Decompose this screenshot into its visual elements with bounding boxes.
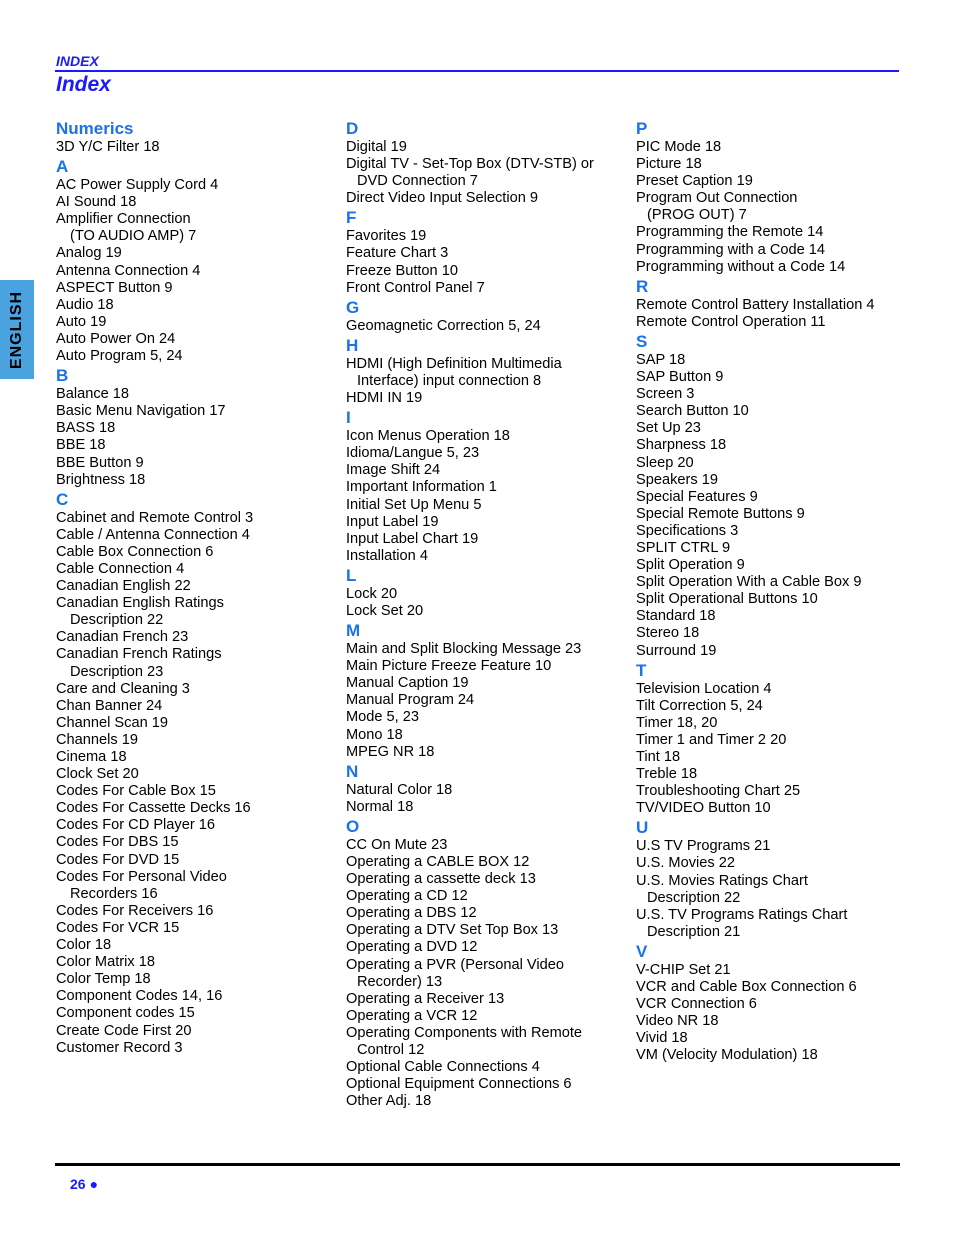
- index-entry: Remote Control Battery Installation 4: [636, 296, 875, 313]
- running-head: INDEX: [56, 53, 99, 69]
- section-heading: F: [346, 208, 357, 228]
- index-entry: Mono 18: [346, 726, 403, 743]
- index-entry: Input Label Chart 19: [346, 530, 479, 547]
- index-column-3: [636, 118, 906, 1065]
- index-entry: Customer Record 3: [56, 1039, 183, 1056]
- index-entry: VCR Connection 6: [636, 996, 757, 1013]
- index-entry: Care and Cleaning 3: [56, 680, 190, 697]
- index-entry: Optional Cable Connections 4: [346, 1059, 540, 1076]
- index-entry: Installation 4: [346, 547, 428, 564]
- index-entry: Codes For DVD 15: [56, 851, 180, 868]
- index-entry: U.S. TV Programs Ratings Chart: [636, 906, 848, 923]
- index-entry: Programming the Remote 14: [636, 224, 824, 241]
- index-entry-continuation: Control 12: [357, 1042, 425, 1059]
- language-tab: [0, 280, 34, 379]
- index-entry: Digital TV - Set-Top Box (DTV-STB) or: [346, 156, 594, 173]
- top-rule: [55, 70, 899, 72]
- index-entry: Optional Equipment Connections 6: [346, 1076, 572, 1093]
- index-entry: ASPECT Button 9: [56, 279, 173, 296]
- index-entry-continuation: Recorders 16: [70, 885, 158, 902]
- index-entry: HDMI IN 19: [346, 390, 423, 407]
- index-entry: Balance 18: [56, 386, 130, 403]
- index-entry: SPLIT CTRL 9: [636, 539, 731, 556]
- index-entry: Main Picture Freeze Feature 10: [346, 658, 552, 675]
- index-entry: Auto Power On 24: [56, 330, 176, 347]
- section-heading: N: [346, 761, 359, 781]
- index-entry: Preset Caption 19: [636, 173, 753, 190]
- index-entry: Cable Connection 4: [56, 560, 185, 577]
- index-entry: Icon Menus Operation 18: [346, 428, 510, 445]
- index-entry: U.S. Movies 22: [636, 855, 735, 872]
- index-entry: Initial Set Up Menu 5: [346, 496, 482, 513]
- index-entry-continuation: Description 22: [70, 612, 164, 629]
- index-entry: Surround 19: [636, 642, 717, 659]
- index-entry-continuation: Description 23: [70, 663, 164, 680]
- index-entry: Codes For Receivers 16: [56, 902, 214, 919]
- index-entry: Operating a DBS 12: [346, 905, 477, 922]
- index-entry: Operating a PVR (Personal Video: [346, 956, 564, 973]
- index-entry: Operating a VCR 12: [346, 1007, 478, 1024]
- index-entry: Operating a Receiver 13: [346, 990, 505, 1007]
- index-entry: Special Remote Buttons 9: [636, 505, 805, 522]
- index-entry: Create Code First 20: [56, 1022, 192, 1039]
- page-number: 26: [70, 1176, 86, 1192]
- index-entry: Auto Program 5, 24: [56, 348, 183, 365]
- index-entry: Color Temp 18: [56, 971, 151, 988]
- index-entry: Search Button 10: [636, 403, 749, 420]
- section-heading: B: [56, 366, 69, 386]
- index-entry: VCR and Cable Box Connection 6: [636, 979, 857, 996]
- section-heading: G: [346, 297, 360, 317]
- section-heading: O: [346, 816, 360, 836]
- index-entry: Cable / Antenna Connection 4: [56, 526, 250, 543]
- bottom-rule: [55, 1163, 900, 1166]
- index-entry: HDMI (High Definition Multimedia: [346, 355, 562, 372]
- index-entry: Codes For VCR 15: [56, 919, 180, 936]
- index-entry: Analog 19: [56, 245, 122, 262]
- section-heading: D: [346, 119, 359, 138]
- index-entry: Picture 18: [636, 156, 702, 173]
- index-entry: Troubleshooting Chart 25: [636, 783, 801, 800]
- index-entry: Split Operation 9: [636, 557, 745, 574]
- index-entry: Manual Caption 19: [346, 675, 469, 692]
- section-heading: H: [346, 335, 359, 355]
- index-entry: AC Power Supply Cord 4: [56, 177, 219, 194]
- index-entry: Sharpness 18: [636, 437, 727, 454]
- index-entry: Image Shift 24: [346, 462, 441, 479]
- index-entry: U.S. Movies Ratings Chart: [636, 872, 808, 889]
- index-entry: SAP Button 9: [636, 369, 724, 386]
- index-entry: Idioma/Langue 5, 23: [346, 445, 480, 462]
- index-entry: Color Matrix 18: [56, 954, 155, 971]
- bullet-icon: ●: [89, 1176, 99, 1192]
- index-entry: Vivid 18: [636, 1030, 688, 1047]
- section-heading: I: [346, 408, 351, 428]
- index-entry: PIC Mode 18: [636, 139, 722, 155]
- index-entry: Sleep 20: [636, 454, 694, 471]
- section-heading: R: [636, 276, 649, 296]
- index-entry: Codes For Personal Video: [56, 868, 227, 885]
- index-entry: Antenna Connection 4: [56, 262, 201, 279]
- index-entry: Component codes 15: [56, 1005, 195, 1022]
- index-entry: Codes For Cable Box 15: [56, 783, 216, 800]
- section-heading: M: [346, 621, 361, 641]
- index-entry: Other Adj. 18: [346, 1093, 432, 1110]
- index-entry: Canadian French 23: [56, 629, 189, 646]
- index-entry: Operating Components with Remote: [346, 1024, 583, 1041]
- index-entry: Screen 3: [636, 386, 695, 403]
- index-entry: Freeze Button 10: [346, 262, 458, 279]
- index-entry: Programming with a Code 14: [636, 241, 825, 258]
- index-entry: Split Operational Buttons 10: [636, 591, 818, 608]
- index-entry: V-CHIP Set 21: [636, 961, 731, 978]
- footer: [70, 1176, 98, 1192]
- index-entry-continuation: Description 21: [647, 923, 741, 940]
- index-entry-continuation: Recorder) 13: [357, 973, 443, 990]
- index-entry: Television Location 4: [636, 680, 772, 697]
- index-entry: Specifications 3: [636, 522, 739, 539]
- index-entry: Canadian English Ratings: [56, 595, 224, 612]
- section-heading: C: [56, 489, 69, 509]
- section-heading: U: [636, 818, 649, 838]
- index-entry: MPEG NR 18: [346, 743, 435, 760]
- index-entry: Operating a DTV Set Top Box 13: [346, 922, 559, 939]
- index-entry: Input Label 19: [346, 513, 439, 530]
- index-entry: TV/VIDEO Button 10: [636, 800, 771, 817]
- index-entry: Operating a CD 12: [346, 888, 468, 905]
- index-entry: Tint 18: [636, 749, 681, 765]
- index-entry: Operating a cassette deck 13: [346, 871, 536, 888]
- index-entry: Program Out Connection: [636, 190, 798, 207]
- section-heading: P: [636, 119, 648, 138]
- index-entry: Auto 19: [56, 313, 107, 330]
- index-entry: VM (Velocity Modulation) 18: [636, 1047, 818, 1064]
- index-entry: Brightness 18: [56, 471, 146, 488]
- index-entry: Direct Video Input Selection 9: [346, 190, 538, 207]
- index-entry: Feature Chart 3: [346, 245, 449, 262]
- index-entry: Set Up 23: [636, 420, 701, 437]
- index-entry: Tilt Correction 5, 24: [636, 697, 763, 714]
- index-entry: Video NR 18: [636, 1013, 719, 1030]
- index-entry: 3D Y/C Filter 18: [56, 139, 160, 155]
- index-entry: Stereo 18: [636, 625, 700, 642]
- index-entry: Component Codes 14, 16: [56, 988, 223, 1005]
- index-entry: Mode 5, 23: [346, 709, 420, 726]
- index-entry: Operating a DVD 12: [346, 939, 478, 956]
- index-entry: Standard 18: [636, 608, 716, 625]
- index-entry: Special Features 9: [636, 488, 758, 505]
- index-entry: Digital 19: [346, 139, 407, 155]
- index-entry-continuation: DVD Connection 7: [357, 173, 478, 190]
- index-entry: BASS 18: [56, 420, 116, 437]
- section-heading: A: [56, 157, 69, 177]
- index-entry: BBE Button 9: [56, 454, 144, 471]
- index-entry: Basic Menu Navigation 17: [56, 403, 226, 420]
- language-tab-label: ENGLISH: [8, 290, 25, 369]
- index-entry: Amplifier Connection: [56, 211, 191, 228]
- index-entry: Main and Split Blocking Message 23: [346, 641, 582, 658]
- section-heading: T: [636, 660, 647, 680]
- index-entry: Audio 18: [56, 296, 114, 313]
- index-entry: Remote Control Operation 11: [636, 313, 826, 330]
- index-entry-continuation: (TO AUDIO AMP) 7: [70, 228, 197, 245]
- index-entry: Manual Program 24: [346, 692, 475, 709]
- index-entry: BBE 18: [56, 437, 106, 454]
- index-entry: Cable Box Connection 6: [56, 543, 214, 560]
- index-entry: Important Information 1: [346, 479, 497, 496]
- index-entry: Lock Set 20: [346, 602, 424, 619]
- index-entry: Timer 1 and Timer 2 20: [636, 731, 787, 748]
- index-entry: Codes For DBS 15: [56, 834, 179, 851]
- index-entry: Canadian English 22: [56, 578, 191, 595]
- index-entry-continuation: Interface) input connection 8: [357, 372, 542, 389]
- index-entry: Chan Banner 24: [56, 697, 163, 714]
- index-entry: AI Sound 18: [56, 194, 137, 211]
- index-entry: Cabinet and Remote Control 3: [56, 509, 254, 526]
- index-entry: SAP 18: [636, 351, 686, 368]
- index-entry: Front Control Panel 7: [346, 279, 485, 296]
- index-entry: Color 18: [56, 937, 112, 954]
- index-entry: Lock 20: [346, 585, 398, 602]
- section-heading: S: [636, 331, 648, 351]
- index-entry: Treble 18: [636, 766, 698, 783]
- page-title: Index: [56, 73, 111, 96]
- index-entry: CC On Mute 23: [346, 836, 448, 853]
- index-entry: Programming without a Code 14: [636, 258, 846, 275]
- index-entry: Speakers 19: [636, 471, 718, 488]
- section-heading: Numerics: [56, 119, 134, 138]
- index-entry: Geomagnetic Correction 5, 24: [346, 317, 541, 334]
- index-entry: U.S TV Programs 21: [636, 838, 771, 855]
- index-column-2: [346, 118, 616, 1110]
- index-column-1: [56, 118, 326, 1057]
- index-entry: Cinema 18: [56, 749, 127, 765]
- index-entry: Codes For CD Player 16: [56, 817, 215, 834]
- index-entry: Channel Scan 19: [56, 714, 168, 731]
- index-entry: Normal 18: [346, 798, 414, 815]
- section-heading: L: [346, 565, 357, 585]
- index-entry: Timer 18, 20: [636, 714, 718, 731]
- index-entry: Favorites 19: [346, 228, 427, 245]
- index-entry: Canadian French Ratings: [56, 646, 222, 663]
- index-entry-continuation: (PROG OUT) 7: [647, 207, 747, 224]
- index-entry: Split Operation With a Cable Box 9: [636, 574, 862, 591]
- index-entry-continuation: Description 22: [647, 889, 741, 906]
- index-entry: Operating a CABLE BOX 12: [346, 854, 530, 870]
- index-entry: Channels 19: [56, 731, 138, 748]
- section-heading: V: [636, 941, 648, 961]
- index-entry: Codes For Cassette Decks 16: [56, 800, 251, 817]
- index-entry: Natural Color 18: [346, 781, 453, 798]
- index-entry: Clock Set 20: [56, 766, 139, 783]
